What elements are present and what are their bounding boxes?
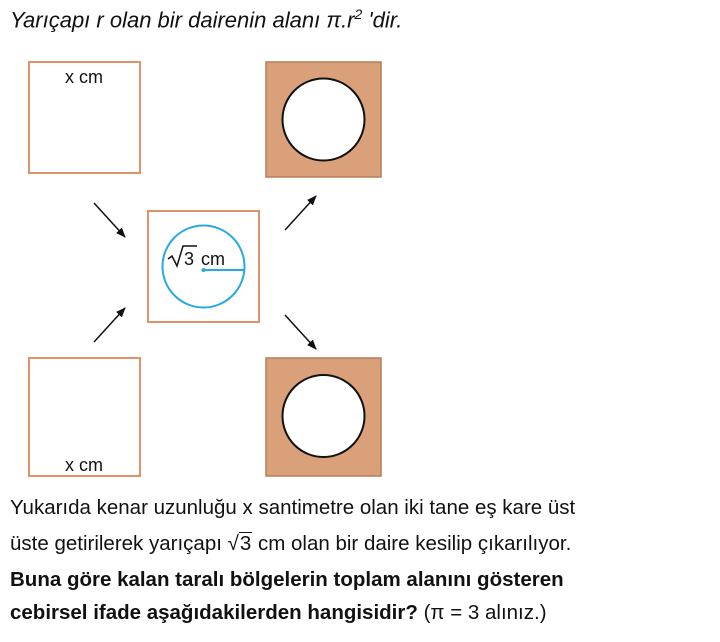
question-line-1: Yukarıda kenar uzunluğu x santimetre olan iki tane eş kare üst bbox=[10, 496, 576, 519]
intro-exponent: 2 bbox=[354, 6, 363, 22]
arrow-center-to-top-right bbox=[285, 196, 316, 230]
bottom-right-shaded-square bbox=[266, 358, 381, 476]
arrow-bottom-left-to-center bbox=[94, 308, 125, 342]
sqrt-radicand: 3 bbox=[239, 532, 252, 555]
question-line-4-rest: (π = 3 alınız.) bbox=[417, 601, 547, 624]
radius-root-value: 3 bbox=[184, 249, 195, 269]
sqrt-symbol: √3 bbox=[227, 532, 252, 555]
question-line-2 bbox=[10, 532, 571, 555]
arrow-top-left-to-center bbox=[94, 203, 125, 237]
intro-suffix: 'dir. bbox=[362, 7, 403, 33]
bottom-square-label: x cm bbox=[65, 455, 103, 475]
intro-prefix: Yarıçapı r olan bir dairenin alanı π.r bbox=[10, 7, 355, 33]
radius-unit: cm bbox=[201, 249, 225, 269]
question-line-2-pre: üste getirilerek yarıçapı bbox=[10, 532, 228, 555]
question-line-4-bold: cebirsel ifade aşağıdakilerden hangisidir? bbox=[10, 601, 418, 624]
question-line-3: Buna göre kalan taralı bölgelerin toplam alanını gösteren bbox=[10, 568, 564, 591]
top-right-shaded-square bbox=[266, 62, 381, 177]
question-line-4 bbox=[10, 603, 547, 624]
arrow-center-to-bottom-right bbox=[285, 315, 316, 349]
question-line-2-post: cm olan bir daire kesilip çıkarılıyor. bbox=[252, 532, 572, 555]
top-square-label: x cm bbox=[65, 67, 103, 87]
